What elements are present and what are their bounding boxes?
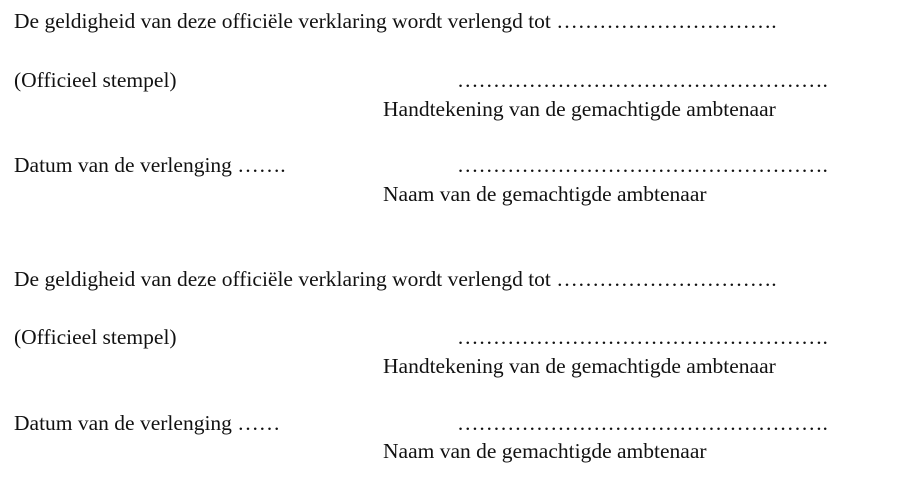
name-dotted-line: ……………………………………………. [457,153,828,177]
signature-dotted-line: ……………………………………………. [457,68,828,92]
extension-date-line: Datum van de verlenging …… [14,411,281,435]
signature-dotted-line: ……………………………………………. [457,325,828,349]
name-dotted-line: ……………………………………………. [457,411,828,435]
name-caption: Naam van de gemachtigde ambtenaar [383,182,707,206]
signature-caption: Handtekening van de gemachtigde ambtenaar [383,354,776,378]
official-stamp-label: (Officieel stempel) [14,68,177,92]
extension-date-line: Datum van de verlenging ……. [14,153,286,177]
official-stamp-label: (Officieel stempel) [14,325,177,349]
signature-caption: Handtekening van de gemachtigde ambtenaar [383,97,776,121]
name-caption: Naam van de gemachtigde ambtenaar [383,439,707,463]
validity-extension-line: De geldigheid van deze officiële verklaring wordt verlengd tot …………………………. [14,267,777,291]
validity-extension-line: De geldigheid van deze officiële verklaring wordt verlengd tot …………………………. [14,9,777,33]
